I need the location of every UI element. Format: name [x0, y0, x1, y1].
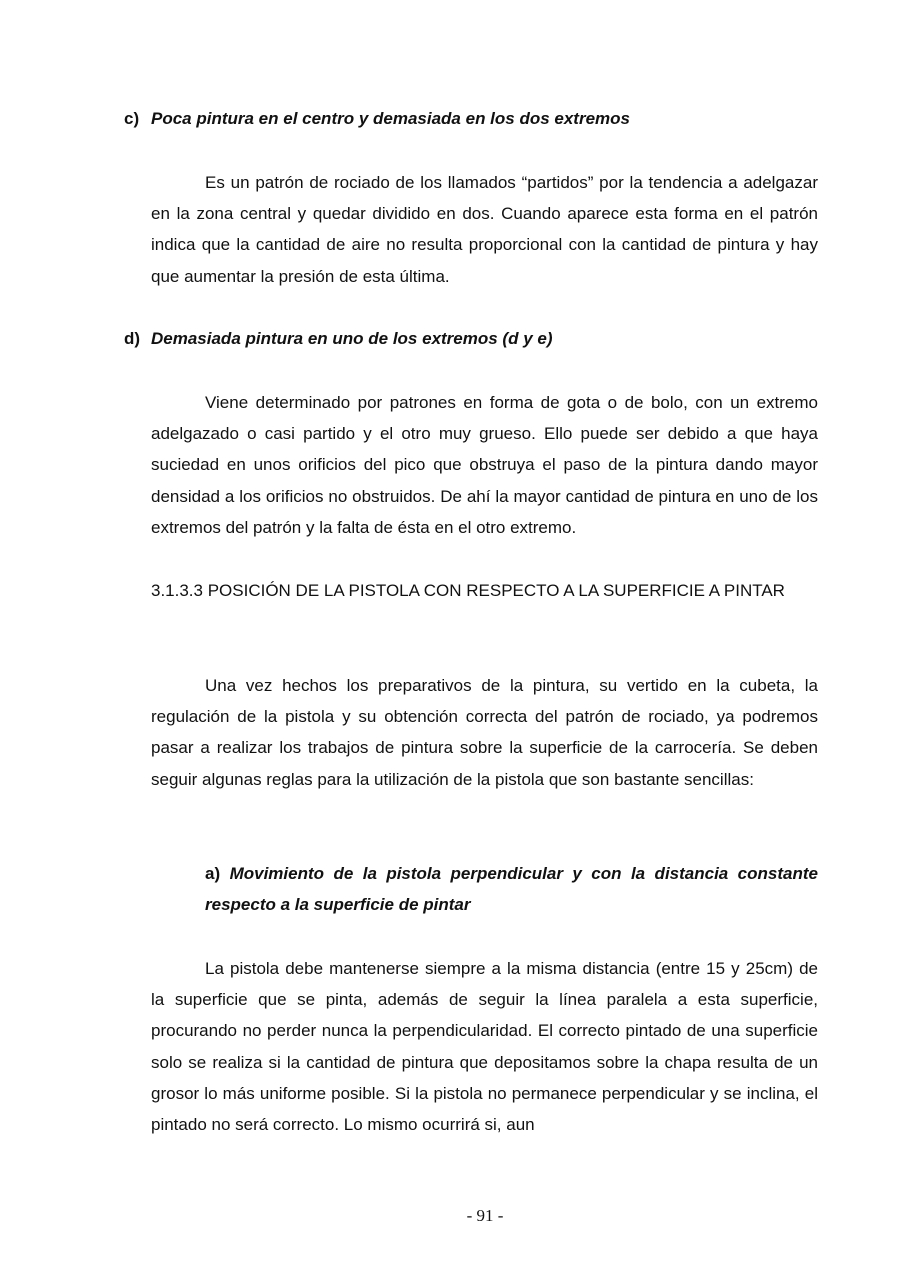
heading-c: [124, 109, 824, 129]
subheading-a-title: Movimiento de la pistola perpendicular y con la distancia constante respecto a la superficie de pintar: [205, 864, 818, 915]
subheading-a-marker: a): [205, 864, 221, 883]
paragraph-a: La pistola debe mantenerse siempre a la misma distancia (entre 15 y 25cm) de la superficie que se pinta, además de seguir la línea paralela a esta superficie, procurando no perder nunca la perpendicularidad. El correcto pintado de una superficie solo se realiza si la cantidad de pintura que depositamos sobre la chapa resulta de un grosor lo más uniforme posible. Si la pistola no permanece perpendicular y se inclina, el pintado no será correcto. Lo mismo ocurrirá si, aun: [151, 959, 818, 1135]
heading-c-marker: c): [124, 109, 140, 128]
paragraph-3133: Una vez hechos los preparativos de la pintura, su vertido en la cubeta, la regulación de la pistola y su obtención correcta del patrón de rociado, ya podremos pasar a realizar los trabajos de pintura sobre la superficie de la carrocería. Se deben seguir algunas reglas para la utilización de la pistola que son bastante sencillas:: [151, 676, 818, 789]
paragraph-d: Viene determinado por patrones en forma de gota o de bolo, con un extremo adelgazado o casi partido y el otro muy grueso. Ello puede ser debido a que haya suciedad en unos orificios del pico que obstruya el paso de la pintura dando mayor densidad a los orificios no obstruidos. De ahí la mayor cantidad de pintura en uno de los extremos del patrón y la falta de ésta en el otro extremo.: [151, 393, 818, 537]
subheading-a: [205, 858, 818, 920]
heading-d: [124, 329, 824, 349]
section-title-3133: 3.1.3.3 POSICIÓN DE LA PISTOLA CON RESPECTO A LA SUPERFICIE A PINTAR: [151, 581, 785, 600]
heading-c-title: Poca pintura en el centro y demasiada en los dos extremos: [151, 109, 630, 128]
heading-d-title: Demasiada pintura en uno de los extremos (d y e): [151, 329, 553, 348]
heading-d-marker: d): [124, 329, 141, 348]
paragraph-c: Es un patrón de rociado de los llamados “partidos” por la tendencia a adelgazar en la zona central y quedar dividido en dos. Cuando aparece esta forma en el patrón indica que la cantidad de aire no resulta proporcional con la cantidad de pintura y hay que aumentar la presión de esta última.: [151, 173, 818, 286]
page-number: - 91 -: [466, 1206, 504, 1225]
